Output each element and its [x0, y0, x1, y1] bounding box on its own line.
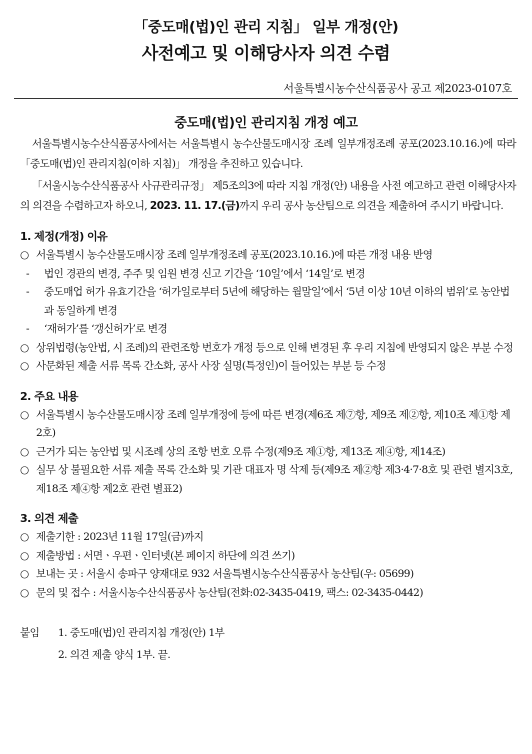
circle-bullet-icon: ○ — [20, 549, 29, 562]
dash-bullet-icon: - — [26, 267, 30, 280]
list-item-text: 보내는 곳 : 서울시 송파구 양재대로 932 서울특별시농수산식품공사 농산팀(우: 05699) — [36, 568, 414, 580]
list-item-text: 실무 상 불필요한 서류 제출 목록 간소화 및 기관 대표자 명 삭제 등(제9조 제②항 제3·4·7·8호 및 관련 별지3호, 제18조 제④항 제2호 관련 별표2) — [36, 464, 513, 495]
list-item — [20, 406, 516, 443]
list-item — [20, 584, 516, 603]
attachments-label: 붙임 — [20, 627, 40, 639]
deadline-date: 2023. 11. 17.(금) — [149, 200, 240, 212]
attachment-1: 1. 중도매(법)인 관리지침 개정(안) 1부 — [58, 627, 225, 639]
sub-list-item-text: 법인 경관의 변경, 주주 및 임원 변경 신고 기간을 ‘10일’에서 ‘14일’로 변경 — [44, 267, 365, 280]
sub-list-item-text: ‘재허가’를 ‘갱신허가’로 변경 — [44, 323, 168, 335]
list-item-text: 제출방법 : 서면ㆍ우편ㆍ인터넷(본 페이지 하단에 의견 쓰기) — [36, 549, 295, 562]
circle-bullet-icon: ○ — [20, 531, 29, 543]
list-item-text: 제출기한 : 2023년 11월 17일(금)까지 — [36, 531, 204, 543]
divider — [14, 98, 518, 99]
intro-paragraph-2: 「서울시농수산식품공사 사규관리규정」 제5조의3에 따라 지침 개정(안) 내용을 사전 예고하고 관련 이해당사자의 의견을 수렴하고자 하오니, 2023. 11. 17.(금)까지 우리 공사 농산팀으로 의견을 제출하여 주시기 바랍니다. — [20, 180, 516, 212]
list-item — [20, 443, 516, 462]
sections — [20, 228, 516, 602]
list-item-text: 사문화된 제출 서류 목록 간소화, 공사 사장 실명(특정인)이 들어있는 부분 등 수정 — [36, 360, 386, 372]
title-block — [0, 18, 532, 65]
sub-list-item-text: 중도매업 허가 유효기간을 ‘허가일로부터 5년에 해당하는 월말일’에서 ‘5년 이상 10년 이하의 범위’로 농안법과 동일하게 변경 — [44, 286, 510, 317]
list-item — [20, 357, 516, 376]
notice-number: 서울특별시농수산식품공사 공고 제2023-0107호 — [283, 82, 512, 95]
main-title-line2: 사전예고 및 이해당사자 의견 수렴 — [141, 44, 391, 64]
circle-bullet-icon: ○ — [20, 341, 29, 354]
list-item — [20, 246, 516, 265]
circle-bullet-icon: ○ — [20, 408, 29, 421]
attachments — [20, 622, 516, 666]
list-item — [20, 565, 516, 584]
list-item-text: 서울특별시 농수산물도매시장 조례 일부개정조례 공포(2023.10.16.)에 따른 개정 내용 반영 — [36, 249, 433, 261]
circle-bullet-icon: ○ — [20, 586, 29, 599]
dash-bullet-icon: - — [26, 323, 30, 335]
sub-list-item — [20, 320, 516, 339]
circle-bullet-icon: ○ — [20, 360, 29, 372]
notice-body — [20, 134, 516, 666]
circle-bullet-icon: ○ — [20, 249, 29, 261]
list-item — [20, 461, 516, 498]
main-title-line1: 「중도매(법)인 관리 지침」 일부 개정(안) — [133, 20, 399, 36]
document-title: 중도매(법)인 관리지침 개정 예고 — [174, 116, 358, 131]
sub-list-item — [20, 283, 516, 320]
sub-list-item — [20, 265, 516, 284]
list-item-text: 근거가 되는 농안법 및 시조례 상의 조항 번호 오류 수정(제9조 제①항, 제13조 제④항, 제14조) — [36, 445, 446, 458]
dash-bullet-icon: - — [26, 286, 30, 298]
section-heading: 1. 제정(개정) 이유 — [20, 230, 108, 243]
list-item — [20, 528, 516, 547]
list-item-text: 서울특별시 농수산물도매시장 조례 일부개정에 등에 따른 변경(제6조 제⑦항, 제9조 제②항, 제10조 제①항 제2호) — [36, 408, 511, 439]
intro-paragraph-1: 서울특별시농수산식품공사에서는 서울특별시 농수산물도매시장 조례 일부개정조례 공포(2023.10.16.)에 따라 「중도매(법)인 관리지침(이하 지침)」 개정을 추진하고 있습니다. — [20, 138, 516, 170]
circle-bullet-icon: ○ — [20, 445, 29, 458]
circle-bullet-icon: ○ — [20, 464, 29, 476]
list-item-text: 상위법령(농안법, 시 조례)의 관련조항 번호가 개정 등으로 인해 변경된 후 우리 지침에 반영되지 않은 부분 수정 — [36, 341, 513, 354]
list-item-text: 문의 및 접수 : 서울시농수산식품공사 농산팀(전화:02-3435-0419, 팩스: 02-3435-0442) — [36, 586, 423, 599]
list-item — [20, 547, 516, 566]
section-heading: 2. 주요 내용 — [20, 389, 78, 403]
list-item — [20, 339, 516, 358]
section-heading: 3. 의견 제출 — [20, 512, 78, 525]
circle-bullet-icon: ○ — [20, 568, 29, 580]
attachment-2: 2. 의견 제출 양식 1부. 끝. — [58, 649, 171, 661]
